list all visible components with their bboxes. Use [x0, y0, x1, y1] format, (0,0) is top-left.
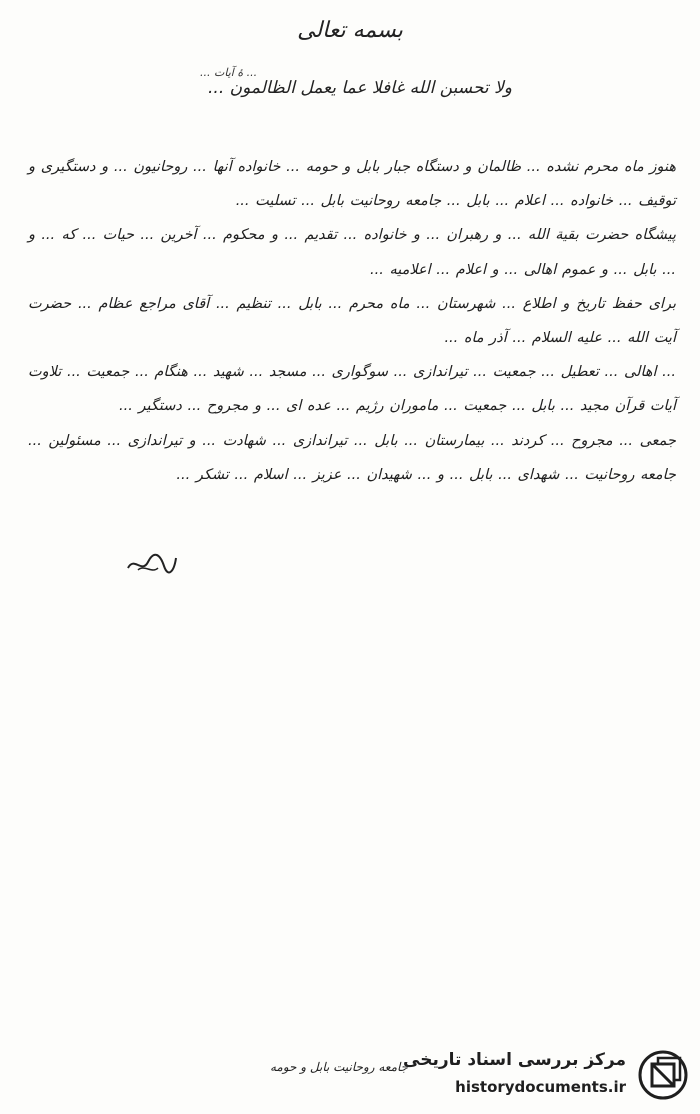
paragraph: برای حفظ تاریخ و اطلاع ... شهرستان ... ماه محرم ... بابل ... تنظیم ... آقای مراجع عظام ... حضرت آیت الله ... علیه السلام ... آذر ماه ...	[28, 295, 676, 347]
paragraph: جمعی ... مجروح ... کردند ... بیمارستان ... بابل ... تیراندازی ... شهادت ... و تیراندازی ... مسئولین ... جامعه روحانیت ... شهدای ... بابل ... و ... شهیدان ... عزیز ... اسلام ... تشکر ...	[28, 432, 676, 483]
document-signoff: جامعه روحانیت بابل و حومه	[270, 1060, 409, 1074]
paragraph: هنوز ماه محرم نشده ... ظالمان و دستگاه جبار بابل و حومه ... خانواده آنها ... روحانیون ... و دستگیری و توقیف ... خانواده ... اعلام ... بابل ... جامعه روحانیت بابل ... تسلیت ...	[28, 159, 676, 210]
watermark-url: historydocuments.ir	[455, 1078, 626, 1096]
margin-scribble-icon	[124, 548, 180, 578]
document-heading: بسمه تعالی	[297, 18, 403, 43]
archive-watermark	[358, 1046, 688, 1104]
quran-verse-line: ولا تحسبن الله غافلا عما یعمل الظالمون ...	[208, 78, 512, 98]
paragraph: پیشگاه حضرت بقیة الله ... و رهبران ... و خانواده ... تقدیم ... و محکوم ... آخرین ... حیات ... که ... و ... بابل ... و عموم اهالی ... و اعلام ... اعلامیه ...	[28, 227, 676, 278]
handwritten-body	[28, 150, 676, 492]
paragraph: ... اهالی ... تعطیل ... جمعیت ... تیراندازی ... سوگواری ... مسجد ... شهید ... هنگام ... جمعیت ... تلاوت آیات قرآن مجید ... بابل ... جمعیت ... ماموران رژیم ... عده ای ... و مجروح ... دستگیر ...	[28, 364, 676, 415]
verse-annotation: ... ۀ آیات ...	[200, 66, 258, 79]
watermark-title: مرکز بررسی اسناد تاریخی	[403, 1050, 626, 1070]
archive-logo-icon	[638, 1050, 688, 1100]
